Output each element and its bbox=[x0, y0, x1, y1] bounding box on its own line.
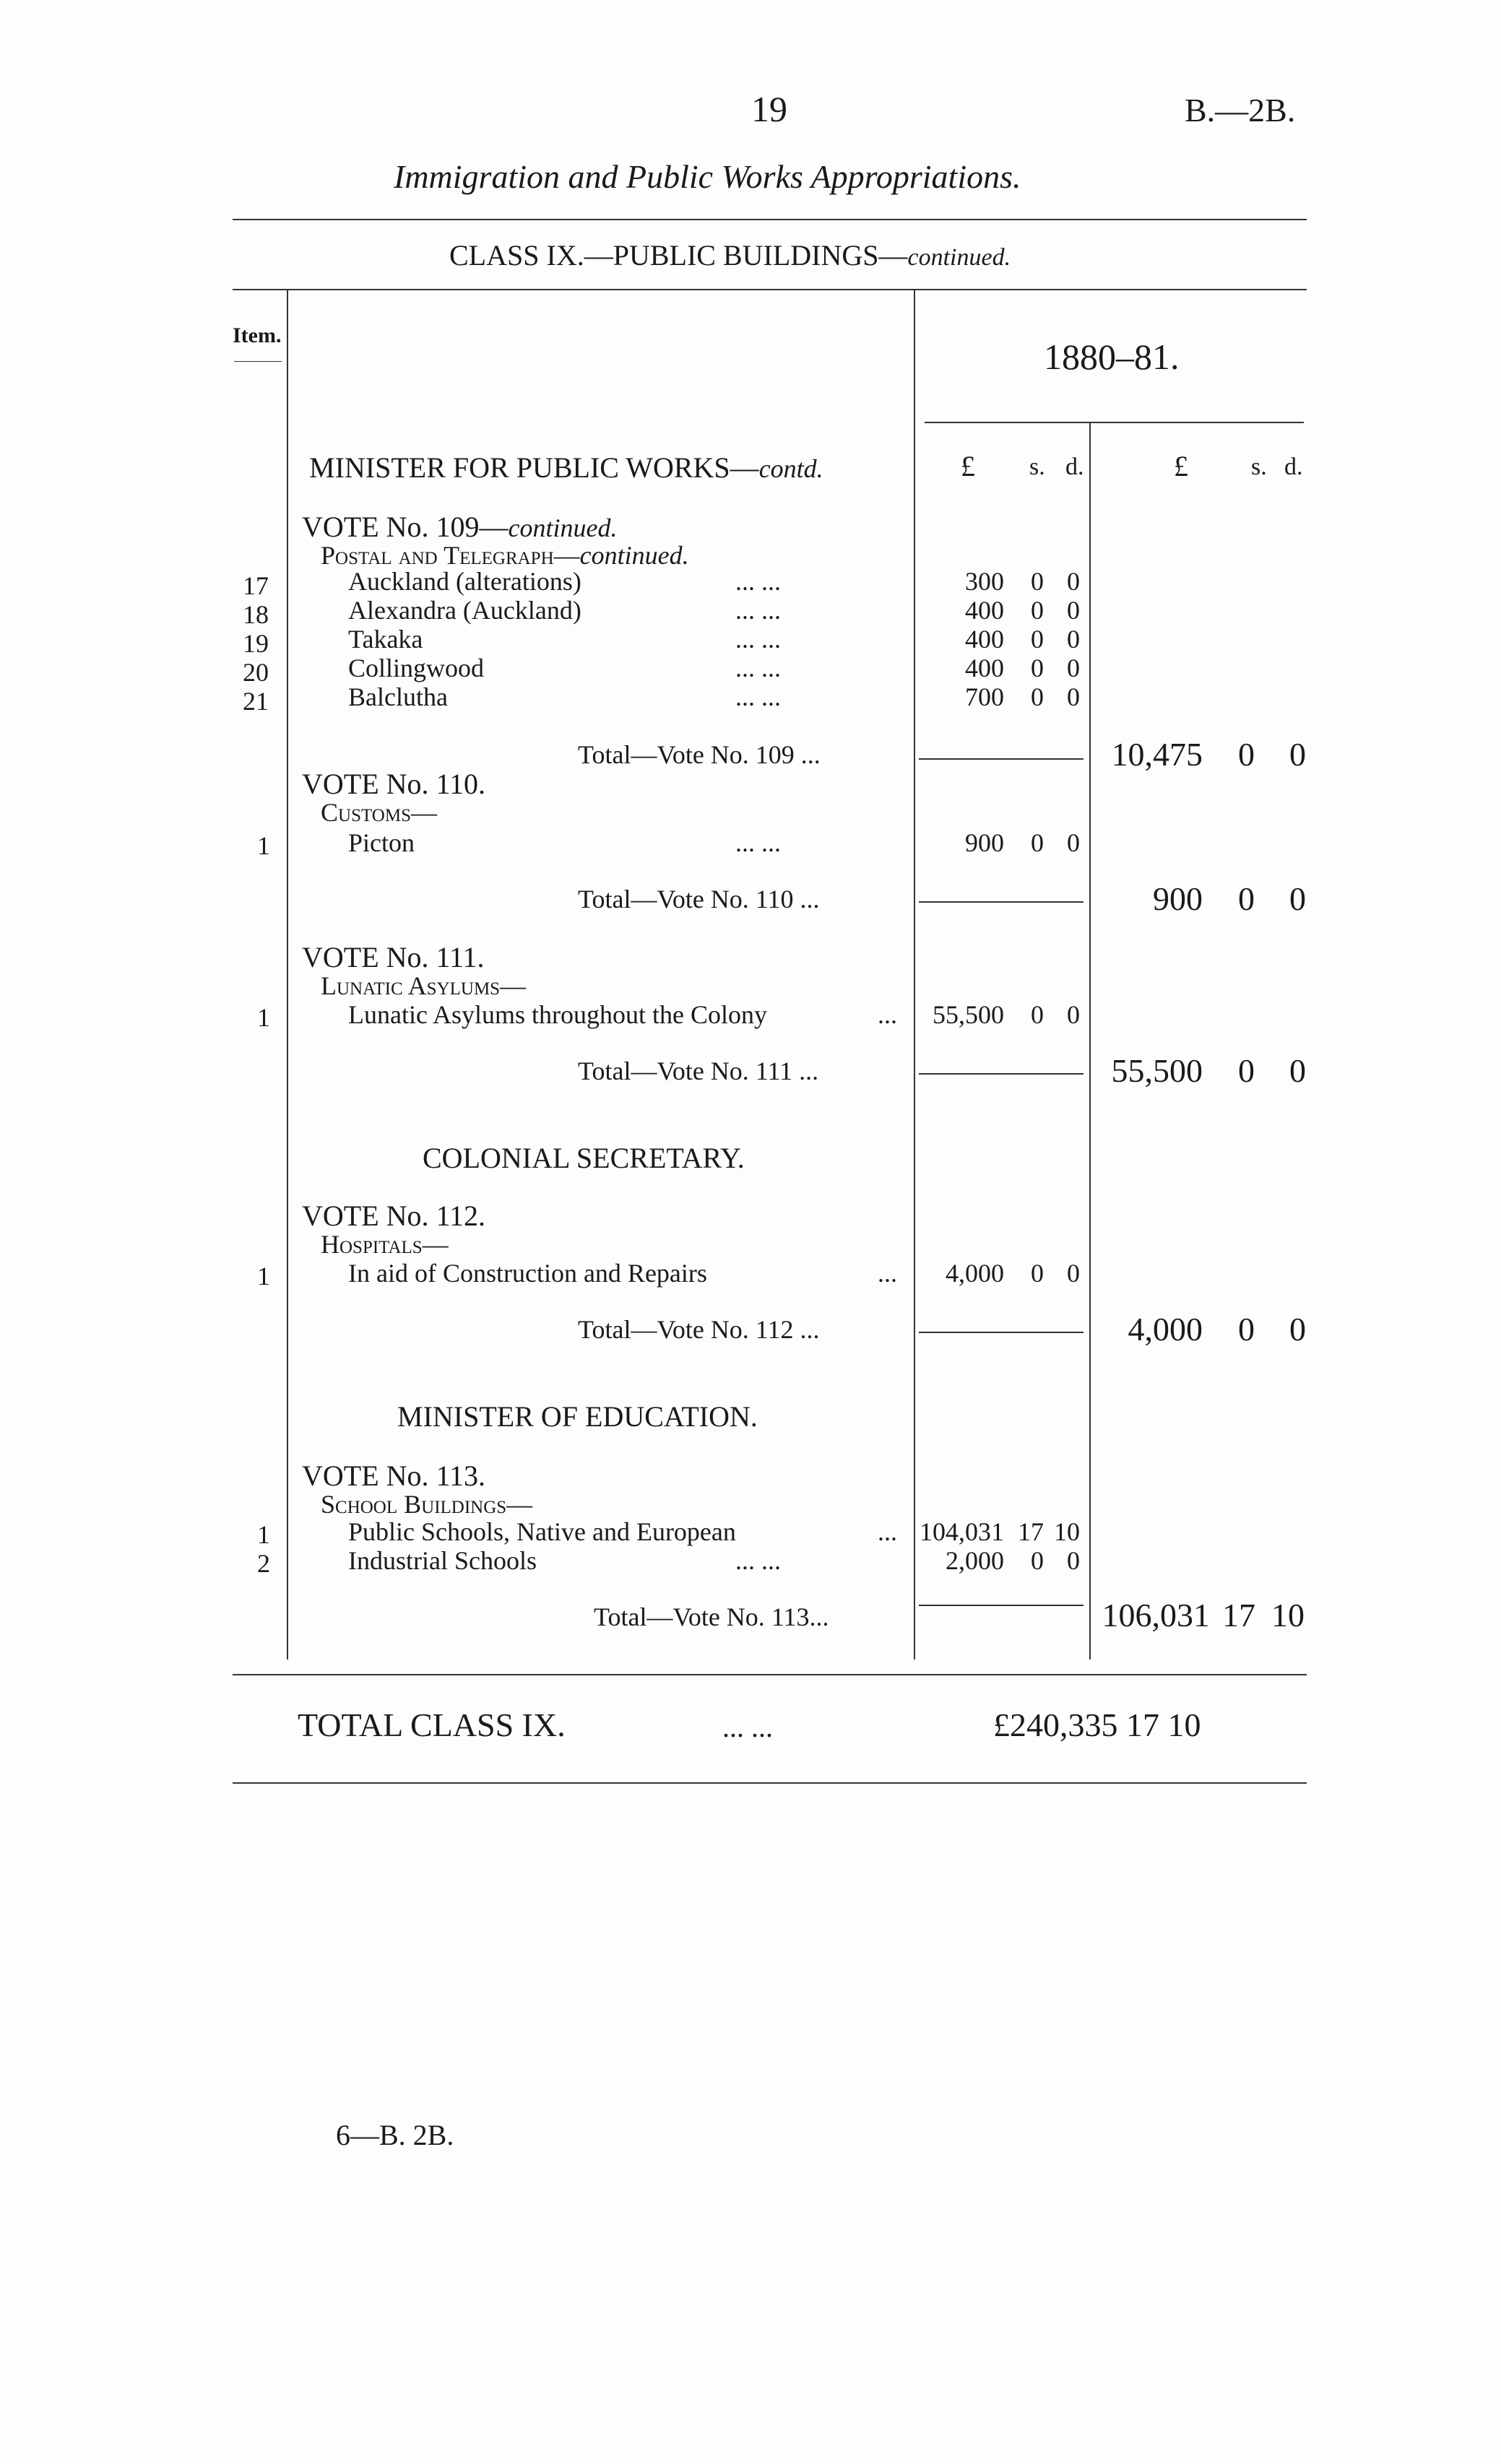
amount-shillings: 0 bbox=[1031, 654, 1044, 682]
item-name: Takaka bbox=[348, 625, 423, 654]
pence-header: d. bbox=[1065, 454, 1084, 480]
vote-111-total-shillings: 0 bbox=[1238, 1052, 1255, 1089]
pence-header-2: d. bbox=[1284, 454, 1303, 480]
amount-pence: 0 bbox=[1067, 828, 1080, 857]
amount-pounds: 700 bbox=[965, 682, 1004, 711]
item-number: 21 bbox=[243, 687, 269, 716]
amount-pence: 10 bbox=[1054, 1517, 1080, 1546]
page-title: Immigration and Public Works Appropriations. bbox=[394, 158, 1021, 195]
item-name: Public Schools, Native and European bbox=[348, 1517, 736, 1546]
item-name: Lunatic Asylums throughout the Colony bbox=[348, 1000, 767, 1029]
vote-110-total-pence: 0 bbox=[1289, 880, 1306, 917]
item-column-header: Item. bbox=[233, 324, 282, 347]
subtotal-rule bbox=[919, 758, 1083, 760]
rule-year-underline bbox=[925, 422, 1304, 423]
vote-113-heading: VOTE No. 113. bbox=[302, 1459, 486, 1492]
column-divider-totals bbox=[1089, 422, 1091, 1660]
item-number: 2 bbox=[257, 1549, 270, 1578]
vote-111-subheading: Lunatic Asylums— bbox=[321, 971, 527, 1000]
amount-shillings: 0 bbox=[1031, 596, 1044, 625]
column-divider-amounts bbox=[914, 290, 915, 1660]
item-name: Industrial Schools bbox=[348, 1546, 537, 1575]
vote-113-total-shillings: 17 bbox=[1222, 1597, 1255, 1634]
item-name: In aid of Construction and Repairs bbox=[348, 1259, 707, 1288]
leader-dots: ... bbox=[878, 1000, 897, 1029]
shilling-header: s. bbox=[1029, 454, 1045, 480]
amount-shillings: 0 bbox=[1031, 682, 1044, 711]
subtotal-rule bbox=[919, 1605, 1083, 1606]
vote-110-total-shillings: 0 bbox=[1238, 880, 1255, 917]
class-heading: CLASS IX.—PUBLIC BUILDINGS—continued. bbox=[449, 239, 1011, 272]
subtotal-rule bbox=[919, 1332, 1083, 1333]
amount-shillings: 17 bbox=[1018, 1517, 1044, 1546]
amount-shillings: 0 bbox=[1031, 625, 1044, 654]
item-number: 1 bbox=[257, 1003, 270, 1032]
vote-109-subheading: Postal and Telegraph—continued. bbox=[321, 541, 689, 570]
amount-shillings: 0 bbox=[1031, 828, 1044, 857]
amount-pounds: 400 bbox=[965, 625, 1004, 654]
item-name: Auckland (alterations) bbox=[348, 567, 581, 596]
amount-shillings: 0 bbox=[1031, 1546, 1044, 1575]
vote-109-total-label: Total—Vote No. 109 ... bbox=[578, 740, 821, 769]
page-number: 19 bbox=[751, 89, 787, 129]
amount-pence: 0 bbox=[1067, 654, 1080, 682]
item-number: 1 bbox=[257, 1520, 270, 1549]
grand-total-amount: £240,335 17 10 bbox=[993, 1706, 1201, 1743]
amount-shillings: 0 bbox=[1031, 567, 1044, 596]
amount-pounds: 400 bbox=[965, 654, 1004, 682]
grand-total-label: TOTAL CLASS IX. bbox=[298, 1706, 566, 1743]
item-name: Balclutha bbox=[348, 682, 448, 711]
item-number: 17 bbox=[243, 571, 269, 600]
vote-112-total-pounds: 4,000 bbox=[1128, 1311, 1203, 1348]
vote-111-total-pence: 0 bbox=[1289, 1052, 1306, 1089]
rule-table-top bbox=[233, 289, 1307, 290]
vote-110-subheading: Customs— bbox=[321, 798, 437, 827]
section-heading-education: MINISTER OF EDUCATION. bbox=[397, 1400, 758, 1433]
leader-dots: ... ... bbox=[735, 1546, 781, 1575]
amount-pounds: 55,500 bbox=[933, 1000, 1004, 1029]
amount-pence: 0 bbox=[1067, 682, 1080, 711]
vote-110-total-pounds: 900 bbox=[1153, 880, 1203, 917]
vote-111-total-label: Total—Vote No. 111 ... bbox=[578, 1057, 819, 1085]
leader-dots: ... ... bbox=[735, 828, 781, 857]
amount-pence: 0 bbox=[1067, 567, 1080, 596]
vote-112-subheading: Hospitals— bbox=[321, 1230, 449, 1259]
amount-pounds: 2,000 bbox=[946, 1546, 1004, 1575]
vote-111-total-pounds: 55,500 bbox=[1111, 1052, 1203, 1089]
pound-header: £ bbox=[961, 450, 975, 482]
vote-112-total-shillings: 0 bbox=[1238, 1311, 1255, 1348]
vote-109-total-shillings: 0 bbox=[1238, 736, 1255, 773]
subtotal-rule bbox=[919, 901, 1083, 903]
vote-113-total-label: Total—Vote No. 113... bbox=[594, 1602, 829, 1631]
amount-pence: 0 bbox=[1067, 1000, 1080, 1029]
vote-109-total-pounds: 10,475 bbox=[1111, 736, 1203, 773]
item-header-underline bbox=[234, 361, 282, 362]
amount-pounds: 900 bbox=[965, 828, 1004, 857]
amount-pence: 0 bbox=[1067, 625, 1080, 654]
vote-109-total-pence: 0 bbox=[1289, 736, 1306, 773]
amount-pence: 0 bbox=[1067, 596, 1080, 625]
vote-113-total-pounds: 106,031 bbox=[1102, 1597, 1210, 1634]
leader-dots: ... ... bbox=[735, 625, 781, 654]
amount-shillings: 0 bbox=[1031, 1000, 1044, 1029]
vote-111-heading: VOTE No. 111. bbox=[302, 941, 485, 973]
amount-pounds: 400 bbox=[965, 596, 1004, 625]
vote-110-total-label: Total—Vote No. 110 ... bbox=[578, 885, 820, 914]
vote-113-total-pence: 10 bbox=[1271, 1597, 1305, 1634]
item-number: 1 bbox=[257, 831, 270, 860]
shilling-header-2: s. bbox=[1251, 454, 1267, 480]
item-number: 18 bbox=[243, 600, 269, 629]
item-name: Picton bbox=[348, 828, 415, 857]
amount-pence: 0 bbox=[1067, 1259, 1080, 1288]
leader-dots: ... ... bbox=[735, 682, 781, 711]
year-header: 1880–81. bbox=[1044, 337, 1180, 377]
vote-113-subheading: School Buildings— bbox=[321, 1490, 533, 1519]
pound-header-2: £ bbox=[1174, 450, 1188, 482]
leader-dots: ... bbox=[878, 1517, 897, 1546]
amount-shillings: 0 bbox=[1031, 1259, 1044, 1288]
vote-112-total-label: Total—Vote No. 112 ... bbox=[578, 1315, 820, 1344]
leader-dots: ... ... bbox=[735, 654, 781, 682]
printer-signature: 6—B. 2B. bbox=[336, 2119, 454, 2151]
leader-dots: ... ... bbox=[735, 567, 781, 596]
column-divider-item bbox=[287, 290, 288, 1660]
section-heading-public-works: MINISTER FOR PUBLIC WORKS—contd. bbox=[309, 451, 823, 484]
item-name: Alexandra (Auckland) bbox=[348, 596, 581, 625]
vote-112-total-pence: 0 bbox=[1289, 1311, 1306, 1348]
vote-110-heading: VOTE No. 110. bbox=[302, 768, 486, 800]
rule-page-bottom bbox=[233, 1782, 1307, 1784]
item-number: 19 bbox=[243, 629, 269, 658]
rule-table-bottom bbox=[233, 1674, 1307, 1675]
vote-112-heading: VOTE No. 112. bbox=[302, 1200, 486, 1232]
amount-pounds: 104,031 bbox=[920, 1517, 1004, 1546]
vote-109-heading: VOTE No. 109—continued. bbox=[302, 511, 618, 543]
leader-dots: ... bbox=[878, 1259, 897, 1288]
item-number: 20 bbox=[243, 658, 269, 687]
item-number: 1 bbox=[257, 1262, 270, 1290]
leader-dots: ... ... bbox=[735, 596, 781, 625]
amount-pounds: 4,000 bbox=[946, 1259, 1004, 1288]
subtotal-rule bbox=[919, 1073, 1083, 1075]
rule-top bbox=[233, 219, 1307, 220]
amount-pounds: 300 bbox=[965, 567, 1004, 596]
amount-pence: 0 bbox=[1067, 1546, 1080, 1575]
section-heading-colonial-secretary: COLONIAL SECRETARY. bbox=[423, 1142, 745, 1174]
document-reference: B.—2B. bbox=[1185, 92, 1296, 129]
item-name: Collingwood bbox=[348, 654, 485, 682]
grand-total-dots: ... ... bbox=[722, 1711, 773, 1743]
